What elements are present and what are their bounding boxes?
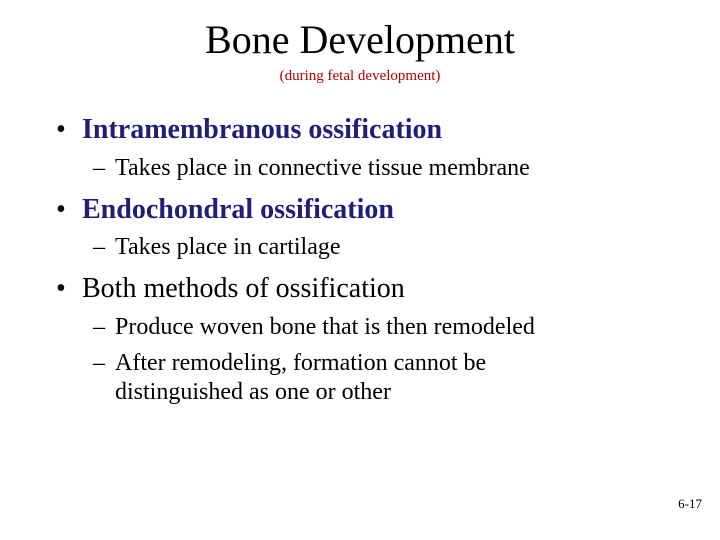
dash-glyph: – [93,314,105,340]
bullet-glyph: • [56,194,66,225]
sub-bullet-item [93,154,693,183]
sub-bullet-item [93,313,693,342]
slide-subtitle: (during fetal development) [279,68,441,84]
bullet-glyph: • [56,114,66,145]
sub-bullet-item [93,233,693,262]
dash-glyph: – [93,234,105,260]
sub-bullet-text: After remodeling, formation cannot be distinguished as one or other [115,350,487,405]
slide-title: Bone Development [205,17,515,62]
bullet-text: Endochondral ossification [82,194,394,225]
sub-bullet-text: Takes place in connective tissue membrane [115,155,530,181]
sub-bullet-item [93,349,553,407]
bullet-glyph: • [56,273,66,304]
bullet-text: Both methods of ossification [82,273,405,304]
dash-glyph: – [93,350,105,376]
dash-glyph: – [93,155,105,181]
bullet-text: Intramembranous ossification [82,114,443,145]
page-number: 6-17 [678,496,702,511]
sub-bullet-text: Takes place in cartilage [115,234,341,260]
sub-bullet-text: Produce woven bone that is then remodeled [115,314,535,340]
